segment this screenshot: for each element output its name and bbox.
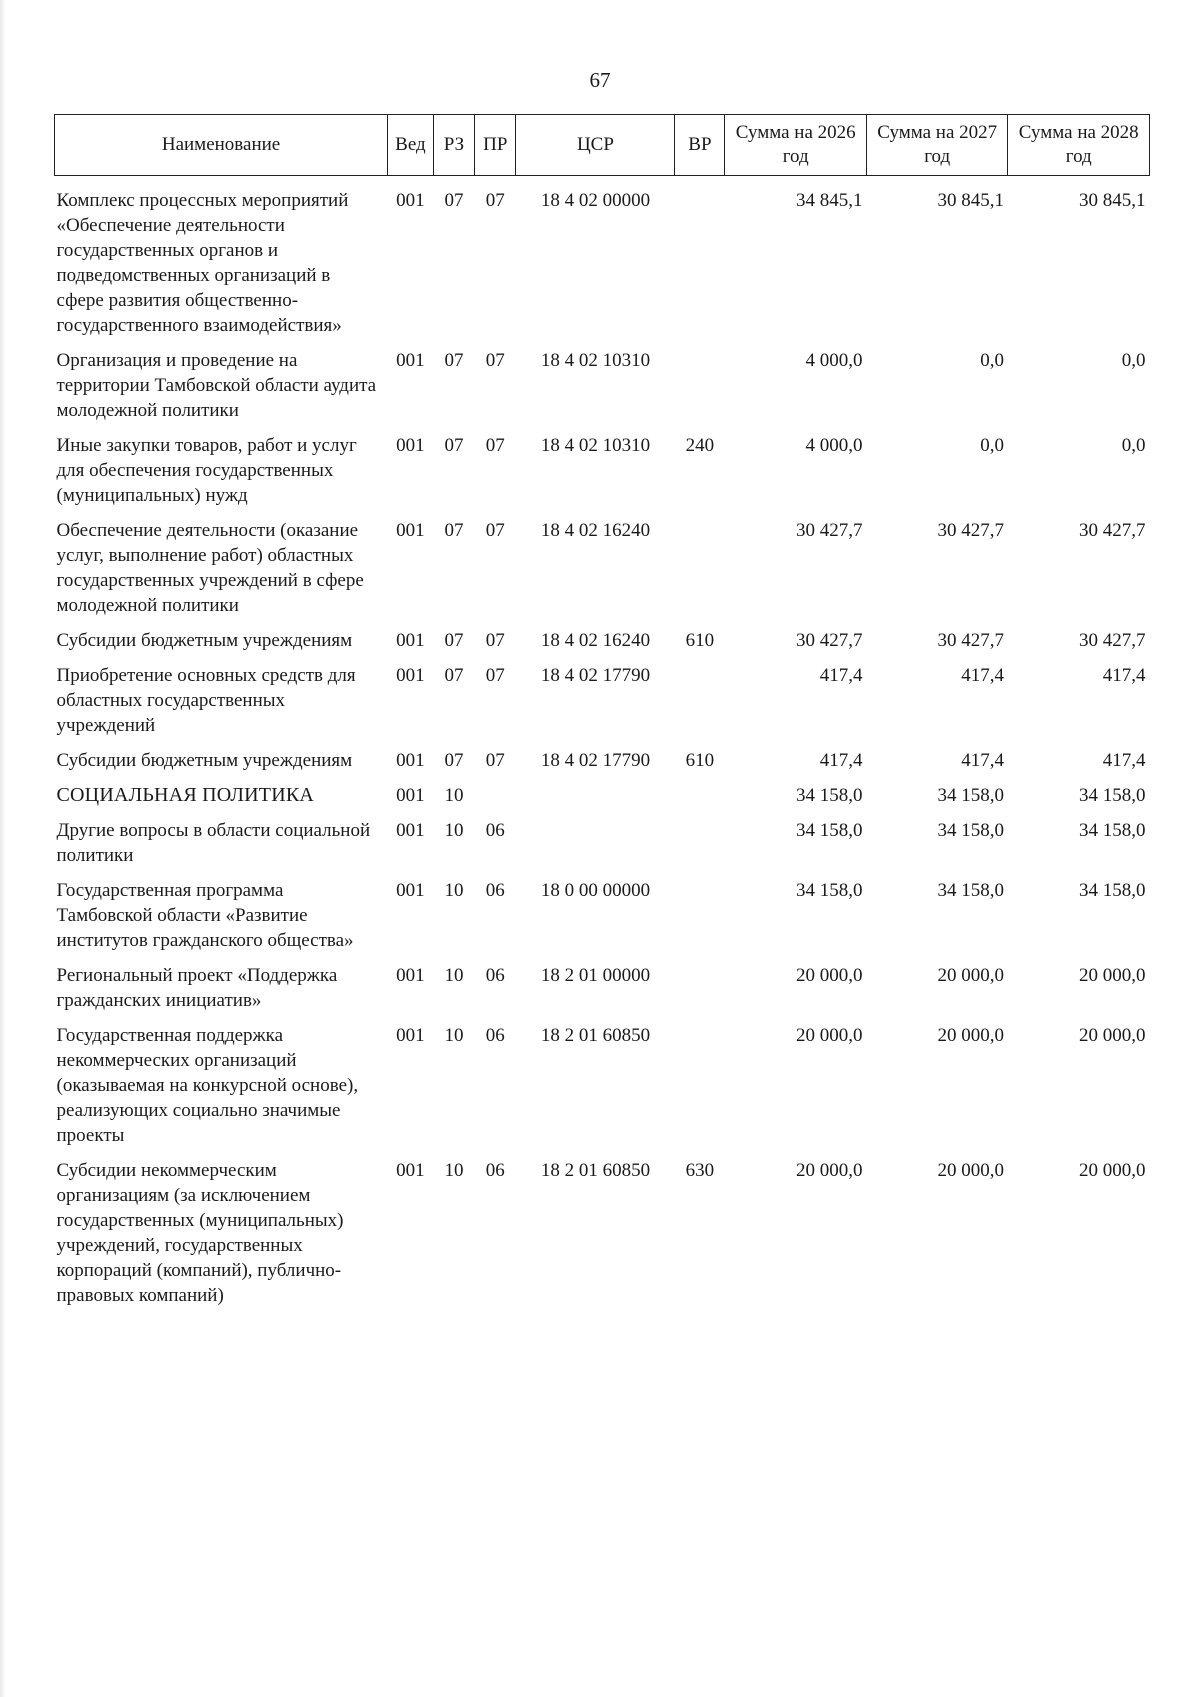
cell-sum-2026: 34 158,0 — [795, 880, 863, 901]
cell-rz: 07 — [444, 520, 464, 541]
cell-sum-2028: 30 845,1 — [1079, 190, 1146, 211]
cell-vr — [675, 783, 725, 818]
cell-sum-2026: 20 000,0 — [795, 1025, 863, 1046]
cell-pr: 06 — [485, 965, 505, 986]
cell-ved: 001 — [396, 1025, 425, 1046]
cell-rz: 10 — [444, 1160, 464, 1181]
cell-name: Государственная программа Тамбовской области «Развитие институтов гражданского общества» — [56, 880, 354, 951]
cell-csr: 18 0 00 00000 — [540, 880, 651, 901]
cell-sum-2026: 30 427,7 — [795, 520, 863, 541]
cell-name: Обеспечение деятельности (оказание услуг, выполнение работ) областных государственных учреждений в сфере молодежной политики — [56, 520, 364, 616]
cell-name: Иные закупки товаров, работ и услуг для обеспечения государственных (муниципальных) нужд — [56, 435, 357, 506]
cell-vr — [675, 1023, 725, 1158]
cell-sum-2026: 34 845,1 — [795, 190, 863, 211]
cell-sum-2027: 30 845,1 — [937, 190, 1004, 211]
cell-sum-2027: 0,0 — [980, 435, 1004, 456]
cell-sum-2028: 20 000,0 — [1079, 1160, 1146, 1181]
cell-sum-2026: 417,4 — [819, 665, 863, 686]
table-row — [55, 663, 1150, 748]
cell-csr: 18 4 02 10310 — [540, 350, 651, 371]
cell-vr — [675, 878, 725, 963]
table-row — [55, 176, 1150, 349]
cell-sum-2026: 34 158,0 — [795, 785, 863, 806]
header-rz: РЗ — [433, 115, 474, 176]
cell-rz: 07 — [444, 750, 464, 771]
header-ved: Вед — [388, 115, 434, 176]
cell-sum-2027: 34 158,0 — [937, 785, 1004, 806]
cell-name: Субсидии бюджетным учреждениям — [56, 750, 353, 771]
cell-ved: 001 — [396, 630, 425, 651]
cell-ved: 001 — [396, 665, 425, 686]
cell-csr: 18 4 02 10310 — [540, 435, 651, 456]
cell-sum-2027: 20 000,0 — [937, 1160, 1004, 1181]
header-name: Наименование — [55, 115, 388, 176]
cell-pr: 07 — [485, 750, 505, 771]
cell-sum-2027: 417,4 — [961, 665, 1004, 686]
cell-vr — [675, 963, 725, 1023]
header-pr: ПР — [475, 115, 516, 176]
table-row — [55, 348, 1150, 433]
table-body — [55, 176, 1150, 1319]
cell-vr: 630 — [685, 1160, 715, 1181]
table-row — [55, 963, 1150, 1023]
cell-rz: 10 — [444, 820, 464, 841]
cell-sum-2026: 4 000,0 — [805, 350, 863, 371]
cell-name: Другие вопросы в области социальной политики — [56, 820, 371, 866]
cell-ved: 001 — [396, 190, 425, 211]
cell-rz: 07 — [444, 350, 464, 371]
cell-sum-2027: 34 158,0 — [937, 880, 1004, 901]
header-sum-2027: Сумма на 2027 год — [866, 115, 1008, 176]
cell-sum-2027: 30 427,7 — [937, 630, 1004, 651]
table-row — [55, 628, 1150, 663]
table-header-row — [55, 115, 1150, 176]
cell-pr: 06 — [485, 820, 505, 841]
cell-name: Организация и проведение на территории Тамбовской области аудита молодежной политики — [56, 350, 377, 421]
cell-pr: 06 — [485, 1160, 505, 1181]
cell-sum-2028: 417,4 — [1102, 750, 1146, 771]
table-row — [55, 783, 1150, 818]
cell-pr: 06 — [485, 1025, 505, 1046]
cell-csr: 18 2 01 60850 — [540, 1160, 651, 1181]
cell-rz: 07 — [444, 630, 464, 651]
cell-ved: 001 — [396, 820, 425, 841]
table-row — [55, 818, 1150, 878]
cell-pr: 07 — [485, 190, 505, 211]
cell-sum-2028: 34 158,0 — [1079, 820, 1146, 841]
cell-sum-2026: 30 427,7 — [795, 630, 863, 651]
cell-name: Субсидии некоммерческим организациям (за исключением государственных (муниципальных) учреждений, государственных корпораций (компаний), публично-правовых компаний) — [56, 1160, 344, 1306]
cell-sum-2026: 4 000,0 — [805, 435, 863, 456]
cell-ved: 001 — [396, 520, 425, 541]
cell-rz: 10 — [444, 880, 464, 901]
cell-rz: 07 — [444, 665, 464, 686]
cell-vr: 610 — [685, 750, 715, 771]
cell-pr: 07 — [485, 435, 505, 456]
cell-sum-2027: 417,4 — [961, 750, 1004, 771]
cell-vr — [675, 176, 725, 349]
cell-sum-2027: 34 158,0 — [937, 820, 1004, 841]
cell-csr: 18 4 02 16240 — [540, 520, 651, 541]
cell-sum-2028: 20 000,0 — [1079, 965, 1146, 986]
cell-sum-2028: 0,0 — [1121, 350, 1146, 371]
cell-sum-2028: 34 158,0 — [1079, 785, 1146, 806]
cell-pr: 07 — [485, 630, 505, 651]
cell-pr: 07 — [485, 350, 505, 371]
cell-name: Комплекс процессных мероприятий «Обеспечение деятельности государственных органов и подведомственных организаций в сфере развития общественно-государственного взаимодействия» — [56, 190, 349, 336]
cell-csr: 18 4 02 17790 — [540, 665, 651, 686]
table-row — [55, 1158, 1150, 1318]
cell-sum-2027: 30 427,7 — [937, 520, 1004, 541]
cell-sum-2026: 34 158,0 — [795, 820, 863, 841]
cell-sum-2028: 30 427,7 — [1079, 520, 1146, 541]
budget-table — [54, 114, 1150, 1318]
cell-csr — [516, 818, 675, 878]
cell-csr: 18 4 02 16240 — [540, 630, 651, 651]
cell-ved: 001 — [396, 435, 425, 456]
table-row — [55, 518, 1150, 628]
cell-rz: 07 — [444, 435, 464, 456]
table-row — [55, 748, 1150, 783]
cell-name: Приобретение основных средств для областных государственных учреждений — [56, 665, 356, 736]
cell-sum-2026: 417,4 — [819, 750, 863, 771]
header-sum-2026: Сумма на 2026 год — [725, 115, 867, 176]
header-vr: ВР — [675, 115, 725, 176]
cell-ved: 001 — [396, 785, 425, 806]
cell-vr: 610 — [685, 630, 715, 651]
header-sum-2028: Сумма на 2028 год — [1008, 115, 1150, 176]
cell-sum-2028: 30 427,7 — [1079, 630, 1146, 651]
cell-csr: 18 4 02 00000 — [540, 190, 651, 211]
cell-name: СОЦИАЛЬНАЯ ПОЛИТИКА — [56, 784, 315, 806]
table-row — [55, 878, 1150, 963]
page-number: 67 — [589, 68, 611, 92]
cell-csr: 18 2 01 00000 — [540, 965, 651, 986]
cell-vr: 240 — [685, 435, 715, 456]
cell-ved: 001 — [396, 350, 425, 371]
cell-vr — [675, 348, 725, 433]
cell-ved: 001 — [396, 965, 425, 986]
cell-pr: 06 — [485, 880, 505, 901]
cell-rz: 10 — [444, 785, 464, 806]
cell-ved: 001 — [396, 880, 425, 901]
cell-rz: 10 — [444, 1025, 464, 1046]
cell-name: Региональный проект «Поддержка гражданских инициатив» — [56, 965, 338, 1011]
cell-sum-2026: 20 000,0 — [795, 965, 863, 986]
cell-pr: 07 — [485, 520, 505, 541]
scan-edge — [0, 0, 6, 1697]
cell-name: Государственная поддержка некоммерческих организаций (оказываемая на конкурсной основе), реализующих социально значимые проекты — [56, 1025, 359, 1146]
cell-sum-2026: 20 000,0 — [795, 1160, 863, 1181]
cell-sum-2028: 34 158,0 — [1079, 880, 1146, 901]
cell-pr: 07 — [485, 665, 505, 686]
cell-pr — [475, 783, 516, 818]
cell-csr — [516, 783, 675, 818]
cell-sum-2027: 20 000,0 — [937, 965, 1004, 986]
cell-sum-2027: 0,0 — [980, 350, 1004, 371]
cell-sum-2028: 0,0 — [1121, 435, 1146, 456]
cell-vr — [675, 818, 725, 878]
cell-vr — [675, 663, 725, 748]
cell-sum-2028: 20 000,0 — [1079, 1025, 1146, 1046]
cell-vr — [675, 518, 725, 628]
cell-ved: 001 — [396, 750, 425, 771]
table-row — [55, 433, 1150, 518]
cell-name: Субсидии бюджетным учреждениям — [56, 630, 353, 651]
cell-rz: 10 — [444, 965, 464, 986]
cell-ved: 001 — [396, 1160, 425, 1181]
table-row — [55, 1023, 1150, 1158]
cell-rz: 07 — [444, 190, 464, 211]
cell-sum-2028: 417,4 — [1102, 665, 1146, 686]
cell-csr: 18 4 02 17790 — [540, 750, 651, 771]
header-csr: ЦСР — [516, 115, 675, 176]
cell-sum-2027: 20 000,0 — [937, 1025, 1004, 1046]
cell-csr: 18 2 01 60850 — [540, 1025, 651, 1046]
